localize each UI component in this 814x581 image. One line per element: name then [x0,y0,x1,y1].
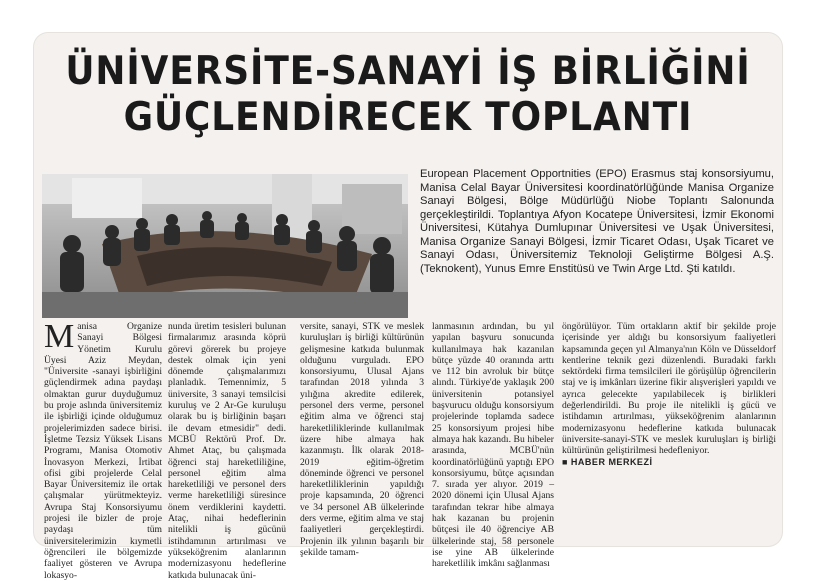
article-column-4: lanmasının ardından, bu yıl yapılan başvuru sonucunda kullanılmaya hak kazanılan bütçe yüzde 40 oranında arttı ve 112 bin avroluk bir bütçe alındı. Türkiye'de yaklaşık 200 üniversitenin potansiyel başvurucu olduğu konsorsiyum projelerinde toplamda sadece 25 konsorsiyum projesi hibe almaya hak kazandı. Bu hibeler arasında, MCBÜ'nün koordinatörlüğünü yaptığı EPO konsorsiyumu, bütçe açısından 7. sırada yer alıyor. 2019 – 2020 dönemi için Ulusal Ajans tarafından tekrar hibe almaya hak kazanan bu projenin bütçesi ile 40 öğrenciye AB ülkelerinde staj, 58 personele ise yine AB ülkelerinde hareketlilik imkânı sağlanması [432,321,554,570]
article-column-2: nunda üretim tesisleri bulunan firmalarımız arasında köprü görevi görerek bu projeye destek olmak için yeni dönemde çalışmalarımızı planladık. Temennimiz, 5 üniversite, 3 sanayi temsilcisi kuruluş ve 2 Ar-Ge kuruluşu olarak bu iş birliğinin başarı ile devam etmesidir" dedi. MCBÜ Rektörü Prof. Dr. Ahmet Ataç, bu çalışmada öğrenci staj hareketliliğine, personel eğitim alma hareketliliği ve personel ders verme hareketliliği süresince önem verdiklerini kaydetti. Ataç, nihai hedeflerinin nitelikli iş gücünü istihdamının artırılması ve yükseköğrenim alanlarının modernizasyonu hedeflerine katkıda bulunacak üni- [168,321,286,581]
lead-paragraph: European Placement Opportnities (EPO) Erasmus staj konsorsiyumu, Manisa Celal Bayar Üniversitesi koordinatörlüğünde Manisa Organize Sanayi Bölgesi, Bölge Müdürlüğü Niobe Toplantı Salonunda gerçekleştirildi. Toplantıya Afyon Kocatepe Üniversitesi, İzmir Ekonomi Üniversitesi, Kütahya Dumlupınar Üniversitesi ve Uşak Üniversitesi, Manisa Organize Sanayi Bölgesi, İzmir Ticaret Odası, Uşak Ticaret ve Sanayi Odası, Üniversitemiz Teknoloji Geliştirme Bölgesi A.Ş. (Teknokent), Yunus Emre Enstitüsü ve Twin Arge Ltd. Şti katıldı. [420,168,774,275]
column-1-text: anisa Organize Sanayi Bölgesi Yönetim Kurulu Üyesi Aziz Meydan, "Üniversite -sanayi işbirliğini güçlendirmek adına paydaşı olmaktan gurur duyduğumuz bu proje aslında üniversitemiz ile işbirliği içinde olduğumuz projelerimizden sadece birisi. İşletme Tezsiz Yüksek Lisans Programı, Manisa Otomotiv İnovasyon Merkezi, İrtibat ofisi gibi projelerde Celal Bayar Üniversitemiz ile ortak çalışmalar yürütmekteyiz. Avrupa Staj Konsorsiyumu projesi ile bizler de proje paydaşı tüm üniversitelerimizin kıymetli öğrencileri ile bölgemizde faaliyet gösteren ve Avrupa lokasyo- [44,321,162,581]
headline [34,49,782,141]
newspaper-clipping [34,33,782,581]
article-column-5 [562,321,776,468]
column-5-text: öngörülüyor. Tüm ortakların aktif bir şekilde proje içerisinde yer aldığı bu konsorsiyum faaliyetleri kapsamında geçen yıl Almanya'nın Köln ve Düsseldorf kentlerine teknik gezi düzenlendi. Buradaki farklı sektördeki firma temsilcileri ile görüşülüp öğrencilerin staj ve iş imkânları üzerine fikir alışverişleri yapıldı ve ayrıca gelecekte yapılabilecek iş birlikleri değerlendirildi. Bu proje ile nitelikli iş gücü ve istihdamın artırılması, yükseköğrenim alanlarının modernizasyonu hedeflerine katkıda bulunacak üniversite-sanayi-STK ve meslek kuruluşları iş birliği kültürünün geliştirilmesi hedefleniyor. [562,321,776,457]
meeting-photo-image [42,174,408,318]
article-column-3: versite, sanayi, STK ve meslek kuruluşları iş birliği kültürünün gelişmesine katkıda bulunmak olduğunu vurguladı. EPO konsorsiyumu, Ulusal Ajans tarafından 2018 yılında 3 yılığına akredite edilerek, personel ders verme, personel eğitim alma ve öğrenci staj hareketliliklerinde kullanılmak üzere hibe almaya hak kazanmıştı. İlk olarak 2018-2019 eğitim-öğretim döneminde öğrenci ve personel hareketliliklerinin yapıldığı proje kapsamında, 20 öğrenci ve 34 personel AB ülkelerinde ders verme, eğitim alma ve staj faaliyetleri gerçekleştirdi. Projenin ilk yılının başarılı bir şekilde tamam- [300,321,424,558]
headline-line-2: GÜÇLENDİRECEK TOPLANTI [123,95,693,140]
article-column-1 [44,318,162,581]
headline-line-1: ÜNİVERSİTE-SANAYİ İŞ BİRLİĞİNİ [65,49,751,94]
drop-cap: M [44,318,75,355]
meeting-photo [42,174,408,318]
byline-signature: ■ HABER MERKEZİ [562,456,653,467]
